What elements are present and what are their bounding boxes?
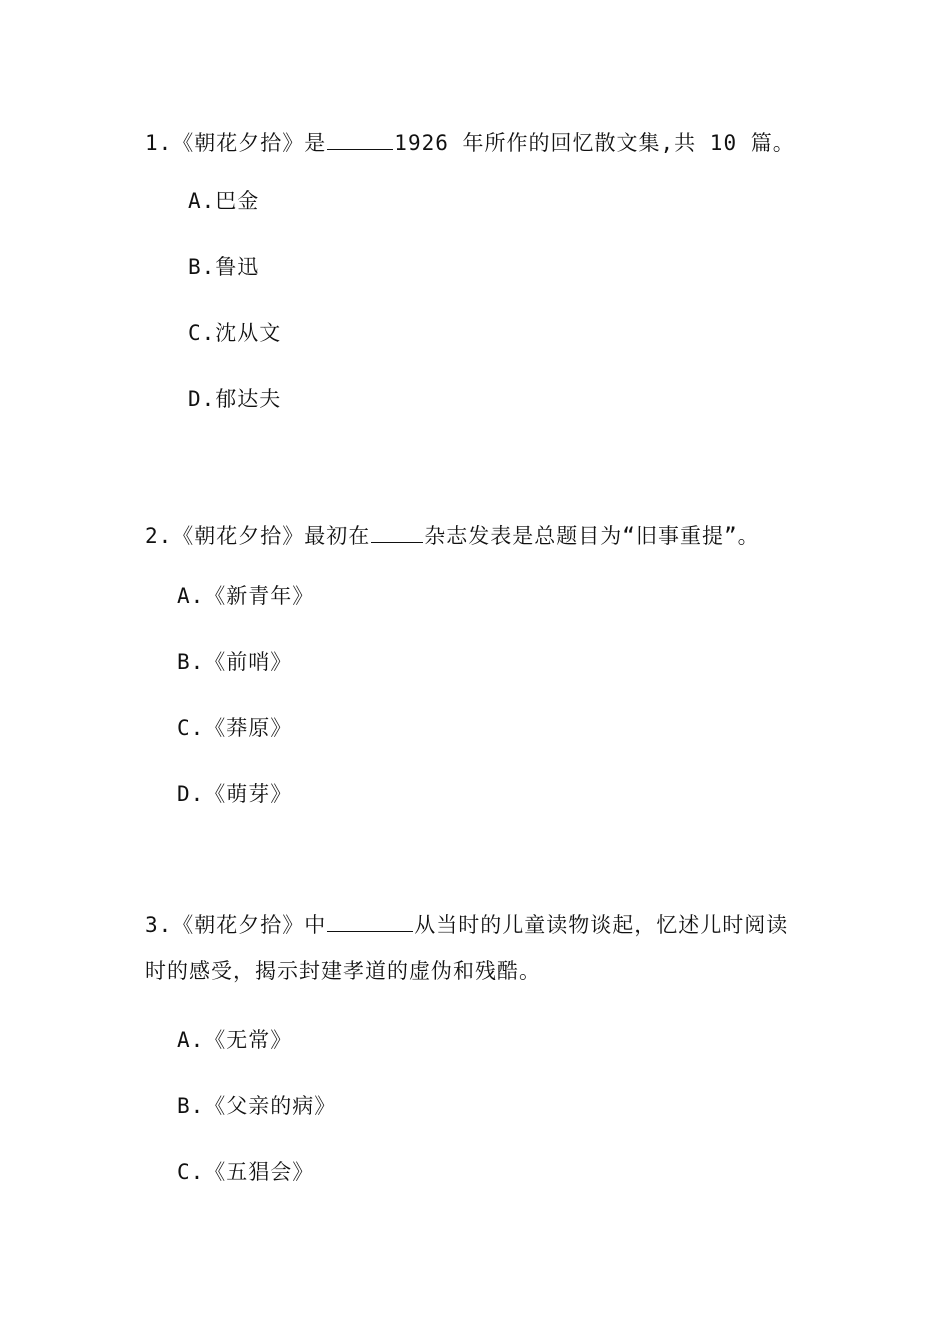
question-1-stem-prefix: 1.《朝花夕拾》是 xyxy=(145,131,327,155)
question-3-option-b: B.《父亲的病》 xyxy=(177,1094,337,1118)
question-3-option-a: A.《无常》 xyxy=(177,1028,293,1052)
question-2-stem-suffix: 杂志发表是总题目为“旧事重提”。 xyxy=(424,524,760,548)
question-3-stem xyxy=(145,902,805,994)
question-1-stem xyxy=(145,120,805,166)
question-3-stem-prefix: 3.《朝花夕拾》中 xyxy=(145,913,327,937)
question-1-option-b: B.鲁迅 xyxy=(188,255,260,279)
question-2-stem-prefix: 2.《朝花夕拾》最初在 xyxy=(145,524,371,548)
answer-blank xyxy=(327,930,413,932)
question-2-option-d: D.《萌芽》 xyxy=(177,782,293,806)
question-1-option-c: C.沈从文 xyxy=(188,321,282,345)
question-3-option-c: C.《五猖会》 xyxy=(177,1160,315,1184)
question-1-option-a: A.巴金 xyxy=(188,189,260,213)
question-2-option-b: B.《前哨》 xyxy=(177,650,293,674)
question-2-option-c: C.《莽原》 xyxy=(177,716,293,740)
question-1-stem-suffix: 1926 年所作的回忆散文集,共 10 篇。 xyxy=(394,131,795,155)
question-1-option-d: D.郁达夫 xyxy=(188,387,282,411)
question-2-option-a: A.《新青年》 xyxy=(177,584,315,608)
answer-blank xyxy=(327,148,393,150)
answer-blank xyxy=(371,541,423,543)
question-2-stem xyxy=(145,513,805,559)
question-3-stem-suffix: 从当时的儿童读物谈起，忆述儿时阅读时的感受，揭示封建孝道的虚伪和残酷。 xyxy=(145,913,789,983)
